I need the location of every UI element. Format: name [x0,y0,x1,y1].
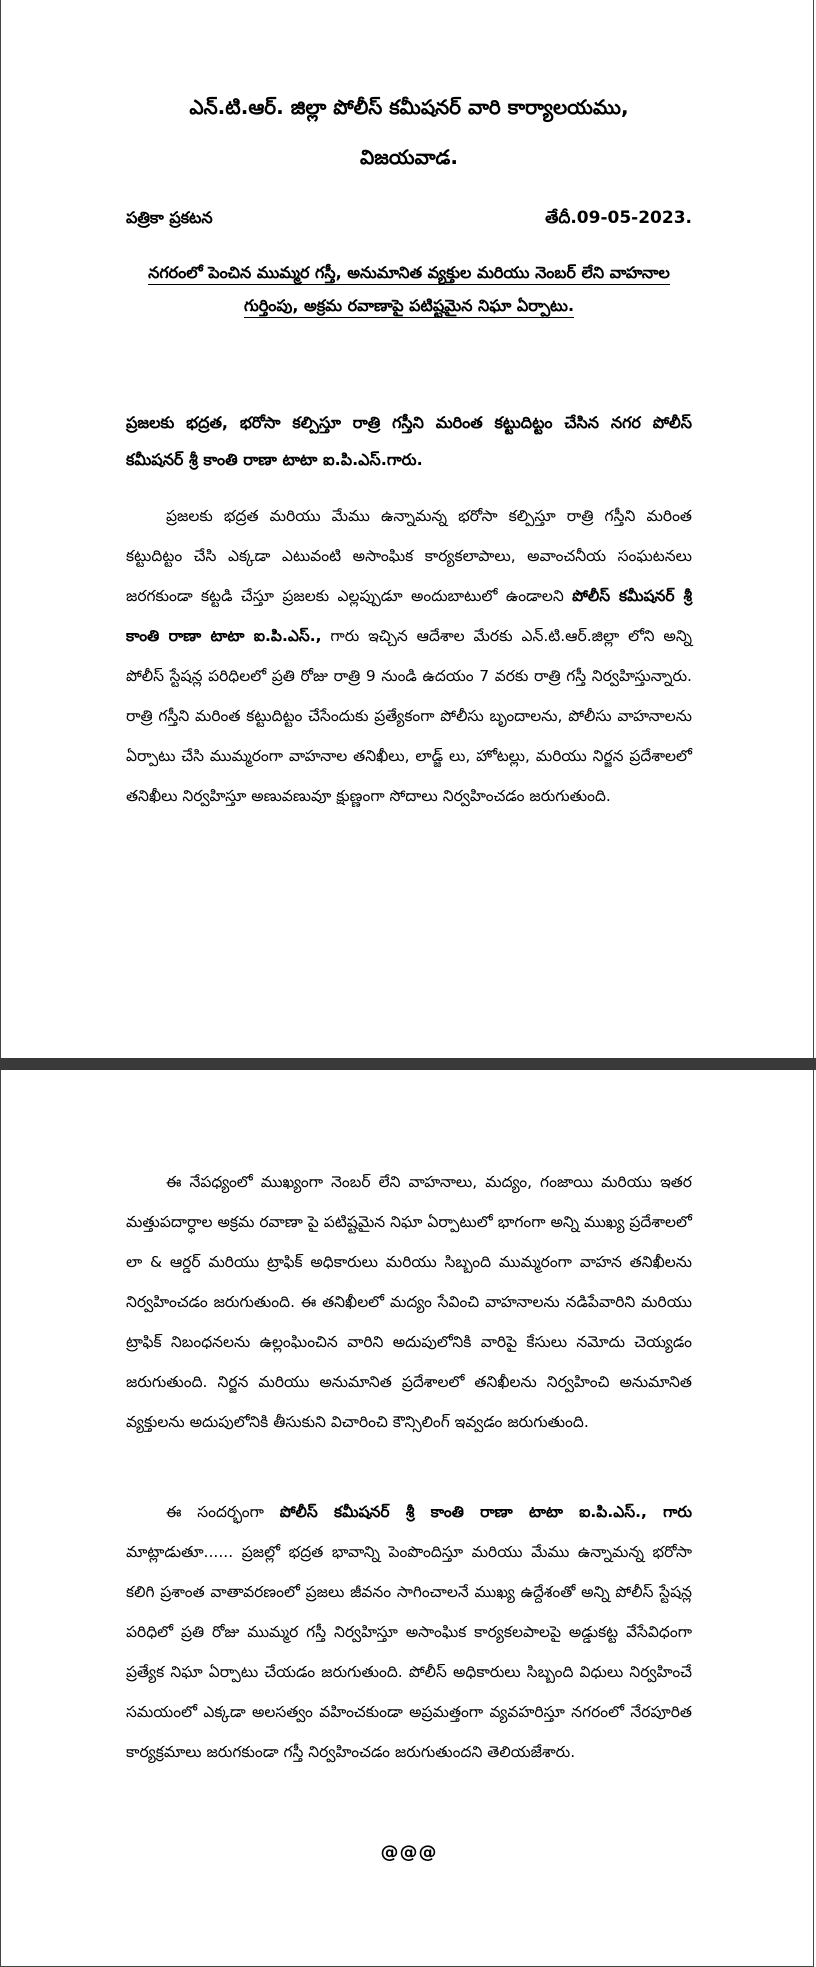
office-title: ఎన్.టి.ఆర్. జిల్లా పోలీస్ కమీషనర్ వారి కార్యాలయము, [189,95,629,119]
document-page-2 [0,1070,814,1967]
office-city: విజయవాడ. [360,145,458,169]
paragraph-1 [126,496,692,816]
para3-text-b: మాట్లాడుతూ...... ప్రజల్లో భద్రత భావాన్ని పెంపొందిస్తూ మరియు మేము ఉన్నామన్న భరోసా కలిగి ప్రశాంత వాతావరణంలో ప్రజలు జీవనం సాగించాలనే ముఖ్య ఉద్దేశంతో అన్ని పోలీస్ స్టేషన్ల పరిధిలో ప్రతి రోజు ముమ్మర గస్తీ నిర్వహిస్తూ అసాంఘిక కార్యకలపాలపై అడ్డుకట్ట వేసేవిధంగా ప్రత్యేక నిఘా ఏర్పాటు చేయడం జరుగుతుంది. పోలీస్ అధికారులు సిబ్బంది విధులు నిర్వహించే సమయంలో ఎక్కడా అలసత్వం వహించకుండా అప్రమత్తంగా వ్యవహరిస్తూ నగరంలో నేరపూరిత కార్యక్రమాలు జరుగకుండా గస్తీ నిర్వహించడం జరుగుతుందని తెలియజేశారు. [126,1543,692,1761]
para1-commissioner: పోలీస్ కమీషనర్ శ్రీ కాంతి రాణా టాటా ఐ.పి.ఎస్., [126,587,692,645]
headline: ప్రజలకు భద్రత, భరోసా కల్పిస్తూ రాత్రి గస్తీని మరింత కట్టుదిట్టం చేసిన నగర పోలీస్ కమీషనర్ శ్రీ కాంతి రాణా టాటా ఐ.పి.ఎస్.గారు. [126,413,692,469]
paragraph-2 [126,1162,692,1442]
para2-text: ఈ నేపధ్యంలో ముఖ్యంగా నెంబర్ లేని వాహనాలు, మద్యం, గంజాయి మరియు ఇతర మత్తుపదార్ధాల అక్రమ రవాణా పై పటిష్టమైన నిఘా ఏర్పాటులో భాగంగా అన్ని ముఖ్య ప్రదేశాలలో లా & ఆర్డర్ మరియు ట్రాఫిక్ అధికారులు మరియు సిబ్బంది ముమ్మరంగా వాహన తనిఖీలను నిర్వహించడం జరుగుతుంది. ఈ తనిఖీలలో మద్యం సేవించి వాహనాలను నడిపేవారిని మరియు ట్రాఫిక్ నిబంధనలను ఉల్లంఘించిన వారిని అదుపులోనికి వారిపై కేసులు నమోదు చెయ్యడం జరుగుతుంది. నిర్జన మరియు అనుమానిత ప్రదేశాలలో తనిఖీలను నిర్వహించి అనుమానిత వ్యక్తులను అదుపులోనికి తీసుకుని విచారించి కౌన్సిలింగ్ ఇవ్వడం జరుగుతుంది. [126,1173,692,1431]
subject [126,256,692,322]
press-release-label: పత్రికా ప్రకటన [126,208,213,227]
date: తేదీ.09-05-2023. [545,208,692,228]
meta-row [126,208,692,232]
subject-line-1: నగరంలో పెంచిన ముమ్మర గస్తీ, అనుమానిత వ్యక్తుల మరియు నెంబర్ లేని వాహనాల [148,263,670,285]
para1-text-a: ప్రజలకు భద్రత మరియు మేము ఉన్నామన్న భరోసా కల్పిస్తూ రాత్రి గస్తీని మరింత కట్టుదిట్టం చేసి ఎక్కడా ఎటువంటి అసాంఘిక కార్యకలాపాలు, అవాంచనీయ సంఘటనలు జరగకుండా కట్టడి చేస్తూ ప్రజలకు ఎల్లప్పుడూ అందుబాటులో ఉండాలని [126,507,692,605]
para1-text-b: గారు ఇచ్చిన ఆదేశాల మేరకు ఎన్.టి.ఆర్.జిల్లా లోని అన్ని పోలీస్ స్టేషన్ల పరిధిలలో ప్రతి రోజు రాత్రి 9 నుండి ఉదయం 7 వరకు రాత్రి గస్తీ నిర్వహిస్తున్నారు. రాత్రి గస్తీని మరింత కట్టుదిట్టం చేసేందుకు ప్రత్యేకంగా పోలీసు బృందాలను, పోలీసు వాహనాలను ఏర్పాటు చేసి ముమ్మరంగా వాహనాల తనిఖీలు, లాడ్జ్ లు, హోటల్లు, మరియు నిర్జన ప్రదేశాలలో తనిఖీలు నిర్వహిస్తూ అణువణువూ క్షుణ్ణంగా సోదాలు నిర్వహించడం జరుగుతుంది. [126,627,692,805]
paragraph-3 [126,1492,692,1772]
para3-commissioner: పోలీస్ కమీషనర్ శ్రీ కాంతి రాణా టాటా ఐ.పి.ఎస్., గారు [279,1503,692,1521]
page-separator [0,1058,816,1070]
end-mark: @@@ [380,1842,438,1863]
subject-line-2: గుర్తింపు, అక్రమ రవాణాపై పటిష్టమైన నిఘా ఏర్పాటు. [244,296,574,318]
para3-text-a: ఈ సందర్భంగా [166,1503,280,1521]
